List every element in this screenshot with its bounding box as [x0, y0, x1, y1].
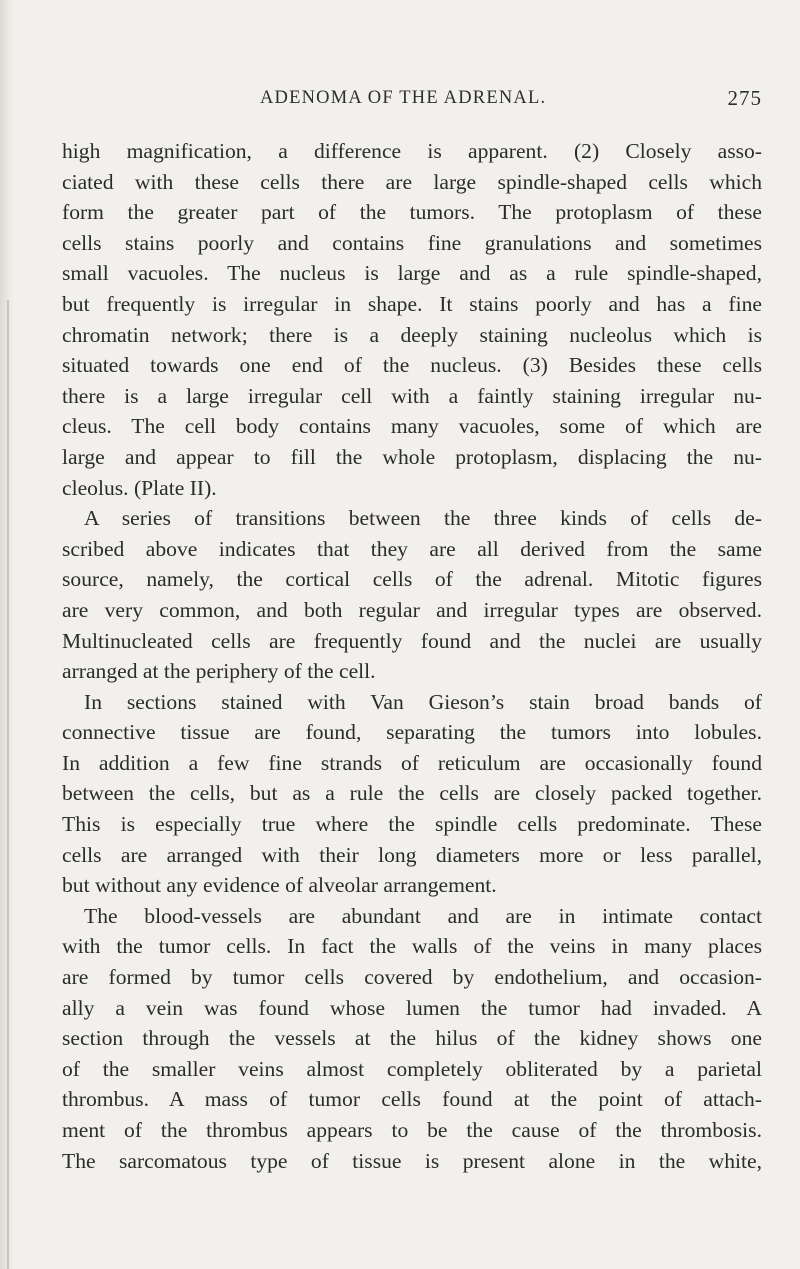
text-line: chromatin network; there is a deeply staining nucleolus which is	[62, 322, 762, 347]
text-line: cells stains poorly and contains fine granulations and sometimes	[62, 230, 762, 255]
text-line: source, namely, the cortical cells of the adrenal. Mitotic figures	[62, 567, 762, 592]
text-line: section through the vessels at the hilus of the kidney shows one	[62, 1026, 762, 1051]
text-line: cleolus. (Plate II).	[62, 475, 217, 500]
text-line: high magnification, a difference is apparent. (2) Closely asso-	[62, 139, 762, 163]
text-line: form the greater part of the tumors. The protoplasm of these	[62, 200, 762, 225]
page-number: 275	[727, 86, 762, 110]
text-line: thrombus. A mass of tumor cells found at the point of attach-	[62, 1087, 762, 1112]
text-line: of the smaller veins almost completely obliterated by a parietal	[62, 1056, 762, 1081]
text-line: This is especially true where the spindle cells predominate. These	[62, 812, 762, 837]
text-line: cells are arranged with their long diameters more or less parallel,	[62, 842, 762, 867]
paragraph-start-line: A series of transitions between the three kinds of cells de-	[84, 506, 762, 531]
text-line: ment of the thrombus appears to be the cause of the thrombosis.	[62, 1118, 762, 1142]
text-line: Multinucleated cells are frequently found and the nuclei are usually	[62, 628, 762, 653]
text-line: ciated with these cells there are large spindle-shaped cells which	[62, 169, 762, 194]
text-line: there is a large irregular cell with a faintly staining irregular nu-	[62, 383, 762, 408]
text-line: are very common, and both regular and irregular types are observed.	[62, 597, 762, 622]
binding-edge-line	[7, 300, 9, 1269]
paragraph-start-line: The blood-vessels are abundant and are in intimate contact	[84, 903, 762, 928]
text-line: situated towards one end of the nucleus. (3) Besides these cells	[62, 353, 762, 378]
text-line: The sarcomatous type of tissue is present alone in the white,	[62, 1148, 762, 1173]
text-line: between the cells, but as a rule the cells are closely packed together.	[62, 781, 762, 806]
text-line: small vacuoles. The nucleus is large and as a rule spindle-shaped,	[62, 261, 762, 286]
text-line: scribed above indicates that they are all derived from the same	[62, 536, 762, 561]
text-line: connective tissue are found, separating the tumors into lobules.	[62, 720, 762, 745]
paragraph-start-line: In sections stained with Van Gieson’s stain broad bands of	[84, 689, 762, 714]
binding-gutter	[0, 0, 14, 1269]
text-line: In addition a few fine strands of reticulum are occasionally found	[62, 750, 762, 775]
page-header	[62, 88, 762, 118]
text-line: large and appear to fill the whole protoplasm, displacing the nu-	[62, 444, 762, 469]
text-line: cleus. The cell body contains many vacuoles, some of which are	[62, 414, 762, 439]
running-head: ADENOMA OF THE ADRENAL.	[260, 88, 547, 108]
text-line: but without any evidence of alveolar arrangement.	[62, 873, 497, 898]
text-line: are formed by tumor cells covered by endothelium, and occasion-	[62, 965, 762, 990]
text-line: with the tumor cells. In fact the walls of the veins in many places	[62, 934, 762, 959]
text-line: ally a vein was found whose lumen the tumor had invaded. A	[62, 995, 762, 1020]
text-line: but frequently is irregular in shape. It stains poorly and has a fine	[62, 291, 762, 316]
body-text	[62, 136, 762, 1176]
text-line: arranged at the periphery of the cell.	[62, 659, 376, 684]
